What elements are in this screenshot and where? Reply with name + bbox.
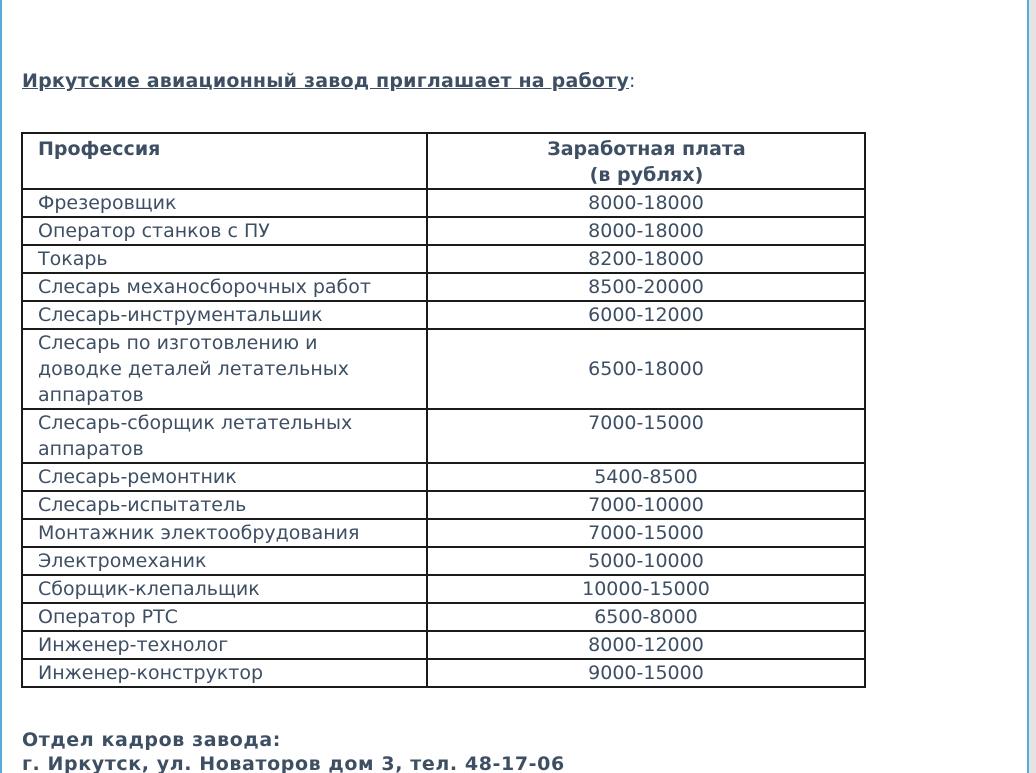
profession-text: Инженер-конструктор [38, 662, 264, 684]
salary-cell: 7000-15000 [427, 519, 865, 547]
profession-cell [22, 273, 427, 301]
profession-cell [22, 189, 427, 217]
table-row [22, 409, 865, 463]
header-profession: Профессия [22, 133, 427, 189]
salary-cell: 10000-15000 [427, 575, 865, 603]
profession-text: Монтажник электообрудования [38, 522, 360, 544]
profession-text: Электромеханик [38, 550, 207, 572]
profession-text: Сборщик-клепальщик [38, 578, 260, 600]
heading-colon: : [628, 70, 636, 92]
table-row [22, 603, 865, 631]
hr-contact [22, 728, 565, 773]
profession-text: Токарь [38, 248, 108, 270]
vacancies-table [21, 132, 866, 688]
profession-text: Оператор станков с ПУ [38, 220, 270, 242]
profession-cell [22, 329, 427, 409]
table-row [22, 631, 865, 659]
profession-cell [22, 409, 427, 463]
page-frame-left [0, 0, 2, 773]
profession-text: аппаратов [38, 438, 144, 460]
salary-cell: 7000-15000 [427, 409, 865, 463]
table-header-row [22, 133, 865, 189]
salary-cell: 8000-18000 [427, 217, 865, 245]
table-row [22, 217, 865, 245]
profession-cell [22, 659, 427, 687]
profession-text: Слесарь-инструментальшик [38, 304, 323, 326]
salary-cell: 8000-18000 [427, 189, 865, 217]
profession-cell [22, 631, 427, 659]
table-row [22, 245, 865, 273]
page-frame-shadow [1029, 0, 1036, 773]
profession-text: Инженер-технолог [38, 634, 229, 656]
salary-cell: 7000-10000 [427, 491, 865, 519]
profession-cell [22, 245, 427, 273]
profession-cell [22, 463, 427, 491]
profession-cell [22, 491, 427, 519]
heading-title: Иркутские авиационный завод приглашает на работу [22, 70, 629, 92]
profession-cell [22, 519, 427, 547]
table-row [22, 491, 865, 519]
header-salary-line2: (в рублях) [589, 164, 704, 186]
table-row [22, 463, 865, 491]
table-row [22, 301, 865, 329]
header-salary-line1: Заработная плата [547, 138, 746, 160]
profession-text: Слесарь-ремонтник [38, 466, 237, 488]
table-row [22, 575, 865, 603]
table-row [22, 519, 865, 547]
table-row [22, 329, 865, 409]
salary-cell: 6000-12000 [427, 301, 865, 329]
salary-cell: 8000-12000 [427, 631, 865, 659]
profession-text: аппаратов [38, 384, 144, 406]
profession-cell [22, 301, 427, 329]
profession-text: Слесарь по изготовлению и [38, 332, 318, 354]
hr-address: г. Иркутск, ул. Новаторов дом 3, тел. 48-17-06 [22, 753, 565, 773]
salary-cell: 8500-20000 [427, 273, 865, 301]
table-row [22, 273, 865, 301]
profession-text: Фрезеровщик [38, 192, 177, 214]
profession-cell [22, 575, 427, 603]
profession-text: доводке деталей летательных [38, 358, 349, 380]
salary-cell: 8200-18000 [427, 245, 865, 273]
salary-cell: 5400-8500 [427, 463, 865, 491]
profession-cell [22, 547, 427, 575]
profession-text: Слесарь-испытатель [38, 494, 247, 516]
table-body [22, 189, 865, 687]
table-row [22, 189, 865, 217]
profession-text: Слесарь-сборщик летательных [38, 412, 353, 434]
page-heading [22, 70, 636, 92]
salary-cell: 6500-8000 [427, 603, 865, 631]
table-row [22, 659, 865, 687]
profession-text: Оператор РТС [38, 606, 178, 628]
hr-department-label: Отдел кадров завода: [22, 729, 281, 751]
header-salary [427, 133, 865, 189]
profession-cell [22, 217, 427, 245]
salary-cell: 5000-10000 [427, 547, 865, 575]
salary-cell: 9000-15000 [427, 659, 865, 687]
profession-cell [22, 603, 427, 631]
profession-text: Слесарь механосборочных работ [38, 276, 371, 298]
table-row [22, 547, 865, 575]
salary-cell: 6500-18000 [427, 329, 865, 409]
